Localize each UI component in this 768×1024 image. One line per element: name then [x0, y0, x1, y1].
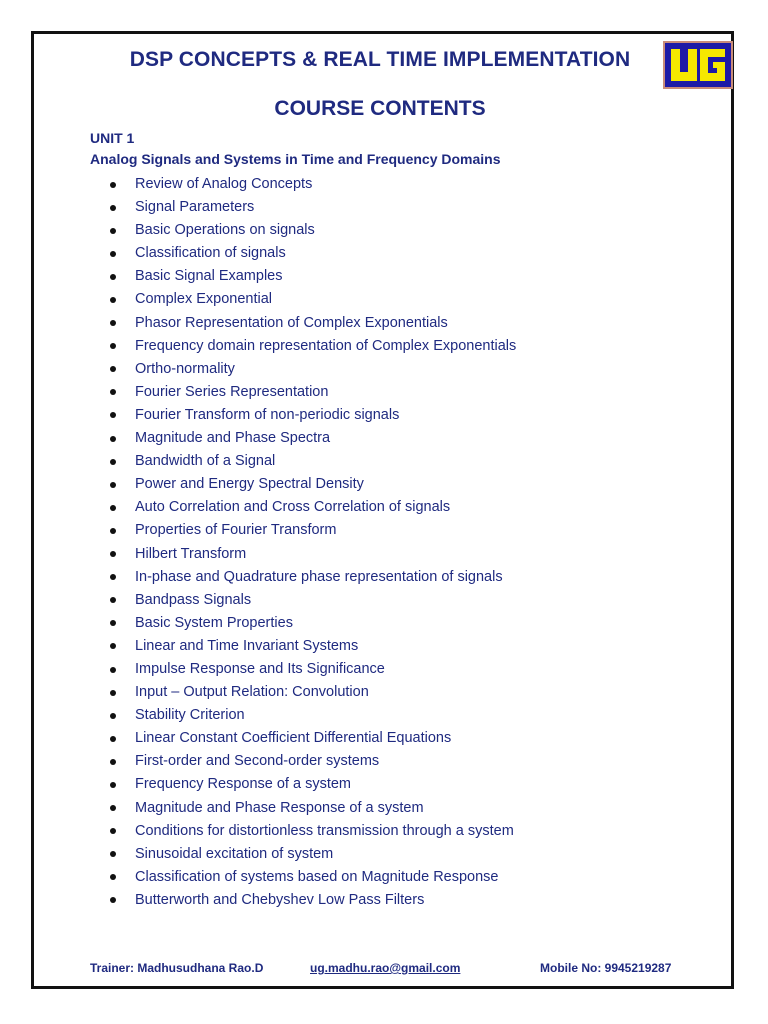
- bullet-icon: [110, 574, 116, 580]
- topic-text: Fourier Transform of non-periodic signals: [135, 406, 400, 423]
- bullet-icon: [110, 805, 116, 811]
- bullet-icon: [110, 736, 116, 742]
- bullet-icon: [110, 436, 116, 442]
- bullet-icon: [110, 228, 116, 234]
- bullet-icon: [110, 412, 116, 418]
- bullet-icon: [110, 851, 116, 857]
- topic-text: First-order and Second-order systems: [135, 753, 380, 770]
- bullet-icon: [110, 205, 116, 211]
- email-link[interactable]: ug.madhu.rao@gmail.com: [310, 961, 461, 975]
- topic-item: [110, 658, 516, 681]
- topic-text: Linear and Time Invariant Systems: [135, 637, 359, 654]
- topic-text: Frequency domain representation of Complex Exponentials: [135, 337, 517, 354]
- bullet-icon: [110, 713, 116, 719]
- topic-item: [110, 335, 516, 358]
- bullet-icon: [110, 274, 116, 280]
- topic-item: [110, 173, 516, 196]
- topic-item: [110, 889, 516, 912]
- topic-text: Impulse Response and Its Significance: [135, 660, 385, 677]
- topic-item: [110, 635, 516, 658]
- topic-text: Classification of signals: [135, 245, 286, 262]
- topic-text: Bandwidth of a Signal: [135, 453, 276, 470]
- topic-item: [110, 612, 516, 635]
- topic-item: [110, 681, 516, 704]
- bullet-icon: [110, 759, 116, 765]
- topic-text: Butterworth and Chebyshev Low Pass Filters: [135, 891, 425, 908]
- bullet-icon: [110, 320, 116, 326]
- topic-item: [110, 288, 516, 311]
- topic-text: Basic System Properties: [135, 614, 293, 631]
- topic-text: Signal Parameters: [135, 199, 255, 216]
- topic-item: [110, 727, 516, 750]
- bullet-icon: [110, 897, 116, 903]
- course-contents-heading: COURSE CONTENTS: [274, 97, 486, 120]
- topic-item: [110, 820, 516, 843]
- topic-item: [110, 797, 516, 820]
- topic-text: Properties of Fourier Transform: [135, 522, 337, 539]
- topic-item: [110, 866, 516, 889]
- bullet-icon: [110, 505, 116, 511]
- topic-item: [110, 704, 516, 727]
- bullet-icon: [110, 620, 116, 626]
- topic-item: [110, 358, 516, 381]
- topic-text: Stability Criterion: [135, 707, 245, 724]
- topic-text: Ortho-normality: [135, 360, 235, 377]
- topic-item: [110, 242, 516, 265]
- topic-item: [110, 750, 516, 773]
- bullet-icon: [110, 528, 116, 534]
- topic-item: [110, 196, 516, 219]
- bullet-icon: [110, 297, 116, 303]
- bullet-icon: [110, 182, 116, 188]
- topic-text: Input – Output Relation: Convolution: [135, 684, 369, 701]
- ug-logo: [663, 41, 733, 89]
- topic-text: Conditions for distortionless transmission through a system: [135, 822, 514, 839]
- topic-item: [110, 773, 516, 796]
- topic-text: Bandpass Signals: [135, 591, 252, 608]
- topic-item: [110, 219, 516, 242]
- bullet-icon: [110, 828, 116, 834]
- trainer-name: Trainer: Madhusudhana Rao.D: [90, 961, 264, 975]
- bullet-icon: [110, 389, 116, 395]
- bullet-icon: [110, 366, 116, 372]
- unit-label: UNIT 1: [90, 130, 135, 146]
- topic-text: Phasor Representation of Complex Exponentials: [135, 314, 448, 331]
- topic-text: Classification of systems based on Magnitude Response: [135, 868, 499, 885]
- topic-text: Hilbert Transform: [135, 545, 247, 562]
- topic-item: [110, 265, 516, 288]
- topic-text: Basic Signal Examples: [135, 268, 283, 285]
- topic-text: Complex Exponential: [135, 291, 273, 308]
- ug-logo-icon: [667, 45, 729, 85]
- topic-text: Basic Operations on signals: [135, 222, 315, 239]
- topic-item: [110, 566, 516, 589]
- topic-text: Frequency Response of a system: [135, 776, 351, 793]
- topic-item: [110, 427, 516, 450]
- topic-item: [110, 543, 516, 566]
- bullet-icon: [110, 482, 116, 488]
- bullet-icon: [110, 459, 116, 465]
- topic-item: [110, 496, 516, 519]
- topic-list: [110, 173, 516, 912]
- topic-item: [110, 404, 516, 427]
- bullet-icon: [110, 251, 116, 257]
- unit-title: Analog Signals and Systems in Time and Frequency Domains: [90, 151, 501, 167]
- bullet-icon: [110, 690, 116, 696]
- topic-text: Magnitude and Phase Spectra: [135, 430, 331, 447]
- topic-text: Auto Correlation and Cross Correlation of signals: [135, 499, 451, 516]
- topic-item: [110, 473, 516, 496]
- topic-item: [110, 450, 516, 473]
- topic-text: Magnitude and Phase Response of a system: [135, 799, 424, 816]
- topic-item: [110, 381, 516, 404]
- topic-text: In-phase and Quadrature phase representation of signals: [135, 568, 503, 585]
- topic-item: [110, 843, 516, 866]
- topic-text: Power and Energy Spectral Density: [135, 476, 364, 493]
- topic-text: Linear Constant Coefficient Differential Equations: [135, 730, 452, 747]
- topic-text: Sinusoidal excitation of system: [135, 845, 334, 862]
- bullet-icon: [110, 667, 116, 673]
- bullet-icon: [110, 597, 116, 603]
- bullet-icon: [110, 551, 116, 557]
- bullet-icon: [110, 643, 116, 649]
- bullet-icon: [110, 343, 116, 349]
- topic-text: Fourier Series Representation: [135, 383, 329, 400]
- bullet-icon: [110, 782, 116, 788]
- mobile-number: Mobile No: 9945219287: [540, 961, 672, 975]
- topic-text: Review of Analog Concepts: [135, 176, 313, 192]
- bullet-icon: [110, 874, 116, 880]
- topic-item: [110, 589, 516, 612]
- topic-item: [110, 312, 516, 335]
- document-title: DSP CONCEPTS & REAL TIME IMPLEMENTATION: [129, 48, 631, 71]
- topic-item: [110, 519, 516, 542]
